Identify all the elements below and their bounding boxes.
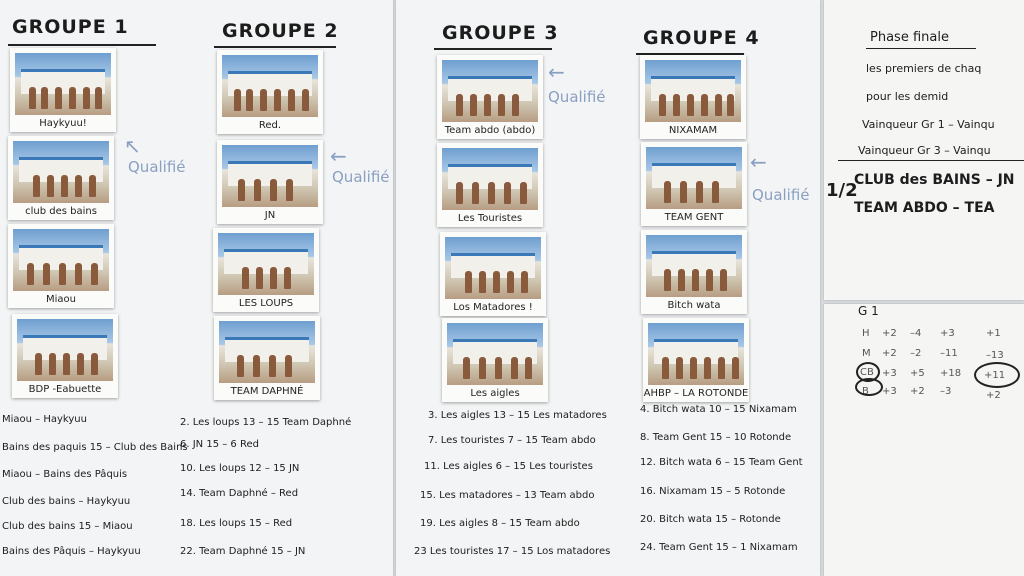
g1-score: –2 bbox=[910, 348, 922, 359]
group-underline-1 bbox=[8, 44, 156, 46]
team-caption: Les aigles bbox=[470, 388, 520, 399]
group-title-4: GROUPE 4 bbox=[643, 27, 760, 49]
match-result: 23 Les touristes 17 – 15 Los matadores bbox=[414, 546, 611, 557]
arrow-icon: ↖ bbox=[124, 134, 141, 158]
match-result: 7. Les touristes 7 – 15 Team abdo bbox=[428, 435, 596, 446]
g1-score: +3 bbox=[940, 328, 955, 339]
arrow-icon: ← bbox=[548, 60, 565, 84]
team-caption: LES LOUPS bbox=[238, 298, 294, 309]
team-photo-g4-4 bbox=[643, 318, 749, 402]
g1-total: –13 bbox=[986, 350, 1004, 361]
g1-row-label: B bbox=[862, 386, 869, 397]
team-photo-g3-3 bbox=[440, 232, 546, 316]
g1-score: +18 bbox=[940, 368, 962, 379]
circle-mark-icon bbox=[974, 362, 1020, 388]
team-photo-g3-1 bbox=[437, 55, 543, 139]
team-photo-image bbox=[648, 323, 744, 385]
team-caption: NIXAMAM bbox=[668, 125, 718, 136]
circle-mark-icon bbox=[855, 378, 883, 396]
match-result: Miaou – Bains des Pâquis bbox=[2, 469, 128, 480]
team-photo-g2-1 bbox=[217, 50, 323, 134]
team-photo-g1-4 bbox=[12, 314, 118, 398]
match-result: Bains des Pâquis – Haykyuu bbox=[2, 546, 141, 557]
arrow-icon: ← bbox=[330, 144, 347, 168]
team-photo-image bbox=[15, 53, 111, 115]
match-result: 24. Team Gent 15 – 1 Nixamam bbox=[640, 542, 798, 553]
team-photo-image bbox=[646, 147, 742, 209]
match-result: 3. Les aigles 13 – 15 Les matadores bbox=[428, 410, 607, 421]
match-result: 20. Bitch wata 15 – Rotonde bbox=[640, 514, 781, 525]
finale-title-underline bbox=[866, 48, 976, 49]
group-title-3: GROUPE 3 bbox=[442, 22, 559, 44]
group-underline-3 bbox=[434, 48, 552, 50]
match-result: 12. Bitch wata 6 – 15 Team Gent bbox=[640, 457, 803, 468]
team-caption: Red. bbox=[258, 120, 282, 131]
match-result: 10. Les loups 12 – 15 JN bbox=[180, 463, 300, 474]
finale-matchup-1: Vainqueur Gr 1 – Vainqu bbox=[862, 118, 995, 131]
g1-row-label: M bbox=[862, 348, 871, 359]
finale-rule-line-2: pour les demid bbox=[866, 90, 949, 103]
team-caption: Miaou bbox=[46, 294, 76, 305]
team-photo-image bbox=[17, 319, 113, 381]
team-photo-g1-3 bbox=[8, 224, 114, 308]
qualifie-label-g1: Qualifié bbox=[128, 158, 186, 176]
qualifie-label-g3: Qualifié bbox=[548, 88, 606, 106]
team-photo-g1-1 bbox=[10, 48, 116, 132]
team-caption: Les Touristes bbox=[457, 213, 523, 224]
team-caption: Los Matadores ! bbox=[453, 302, 533, 313]
g1-total: +1 bbox=[986, 328, 1001, 339]
g1-total: +2 bbox=[986, 390, 1001, 401]
g1-score: +2 bbox=[910, 386, 925, 397]
g1-score: –4 bbox=[910, 328, 922, 339]
team-photo-image bbox=[222, 145, 318, 207]
team-caption: club des bains bbox=[25, 206, 97, 217]
semi-final-2: TEAM ABDO – TEA bbox=[854, 200, 995, 216]
team-caption: JN bbox=[264, 210, 276, 221]
match-result: Club des bains 15 – Miaou bbox=[2, 521, 133, 532]
match-result: Bains des paquis 15 – Club des Bains bbox=[2, 442, 188, 453]
g1-score: +5 bbox=[910, 368, 925, 379]
match-result: 8. Team Gent 15 – 10 Rotonde bbox=[640, 432, 792, 443]
team-caption: Haykyuu! bbox=[39, 118, 87, 129]
team-caption: AHBP – LA ROTONDE bbox=[643, 388, 749, 399]
team-photo-image bbox=[447, 323, 543, 385]
qualifie-label-g4: Qualifié bbox=[752, 186, 810, 204]
team-photo-image bbox=[645, 60, 741, 122]
g1-row-label: CB bbox=[860, 367, 874, 378]
team-caption: Bitch wata bbox=[667, 300, 721, 311]
match-result: 19. Les aigles 8 – 15 Team abdo bbox=[420, 518, 580, 529]
g1-score: –3 bbox=[940, 386, 952, 397]
match-result: 6. JN 15 – 6 Red bbox=[180, 439, 259, 450]
match-result: Miaou – Haykyuu bbox=[2, 414, 87, 425]
team-photo-image bbox=[445, 237, 541, 299]
group-underline-2 bbox=[214, 46, 336, 48]
team-photo-g4-2 bbox=[641, 142, 747, 226]
finale-divider bbox=[838, 160, 1024, 161]
team-photo-g3-2 bbox=[437, 143, 543, 227]
g1-row-label: H bbox=[862, 328, 870, 339]
finale-matchup-2: Vainqueur Gr 3 – Vainqu bbox=[858, 144, 991, 157]
team-photo-image bbox=[219, 321, 315, 383]
g1-total: +11 bbox=[984, 370, 1006, 381]
team-photo-g2-4 bbox=[214, 316, 320, 400]
finale-title: Phase finale bbox=[870, 30, 949, 45]
team-caption: BDP -Eabuette bbox=[28, 384, 102, 395]
team-photo-image bbox=[13, 141, 109, 203]
semi-final-1: CLUB des BAINS – JN bbox=[854, 172, 1015, 188]
team-caption: TEAM DAPHNÉ bbox=[230, 386, 304, 397]
match-result: 4. Bitch wata 10 – 15 Nixamam bbox=[640, 404, 797, 415]
arrow-icon: ← bbox=[750, 150, 767, 174]
match-result: 18. Les loups 15 – Red bbox=[180, 518, 293, 529]
team-photo-image bbox=[442, 60, 538, 122]
match-result: 11. Les aigles 6 – 15 Les touristes bbox=[424, 461, 593, 472]
match-result: 14. Team Daphné – Red bbox=[180, 488, 299, 499]
group-title-2: GROUPE 2 bbox=[222, 20, 339, 42]
sheet-g1 bbox=[824, 304, 1024, 576]
team-photo-image bbox=[13, 229, 109, 291]
team-photo-g4-1 bbox=[640, 55, 746, 139]
match-result: 15. Les matadores – 13 Team abdo bbox=[420, 490, 595, 501]
g1-score: +2 bbox=[882, 348, 897, 359]
finale-rule-line-1: les premiers de chaq bbox=[866, 62, 982, 75]
match-result: 2. Les loups 13 – 15 Team Daphné bbox=[180, 417, 352, 428]
group-title-1: GROUPE 1 bbox=[12, 16, 129, 38]
team-photo-image bbox=[442, 148, 538, 210]
semi-final-label: 1/2 bbox=[826, 180, 858, 201]
team-caption: Team abdo (abdo) bbox=[444, 125, 536, 136]
team-caption: TEAM GENT bbox=[664, 212, 724, 223]
team-photo-g1-2 bbox=[8, 136, 114, 220]
team-photo-image bbox=[218, 233, 314, 295]
team-photo-image bbox=[222, 55, 318, 117]
team-photo-g4-3 bbox=[641, 230, 747, 314]
qualifie-label-g2: Qualifié bbox=[332, 168, 390, 186]
match-result: 16. Nixamam 15 – 5 Rotonde bbox=[640, 486, 786, 497]
match-result: Club des bains – Haykyuu bbox=[2, 496, 131, 507]
g1-score: +3 bbox=[882, 386, 897, 397]
g1-score: –11 bbox=[940, 348, 958, 359]
team-photo-g2-2 bbox=[217, 140, 323, 224]
team-photo-g3-4 bbox=[442, 318, 548, 402]
g1-title: G 1 bbox=[858, 304, 879, 318]
g1-score: +3 bbox=[882, 368, 897, 379]
team-photo-g2-3 bbox=[213, 228, 319, 312]
match-result: 22. Team Daphné 15 – JN bbox=[180, 546, 306, 557]
g1-score: +2 bbox=[882, 328, 897, 339]
team-photo-image bbox=[646, 235, 742, 297]
